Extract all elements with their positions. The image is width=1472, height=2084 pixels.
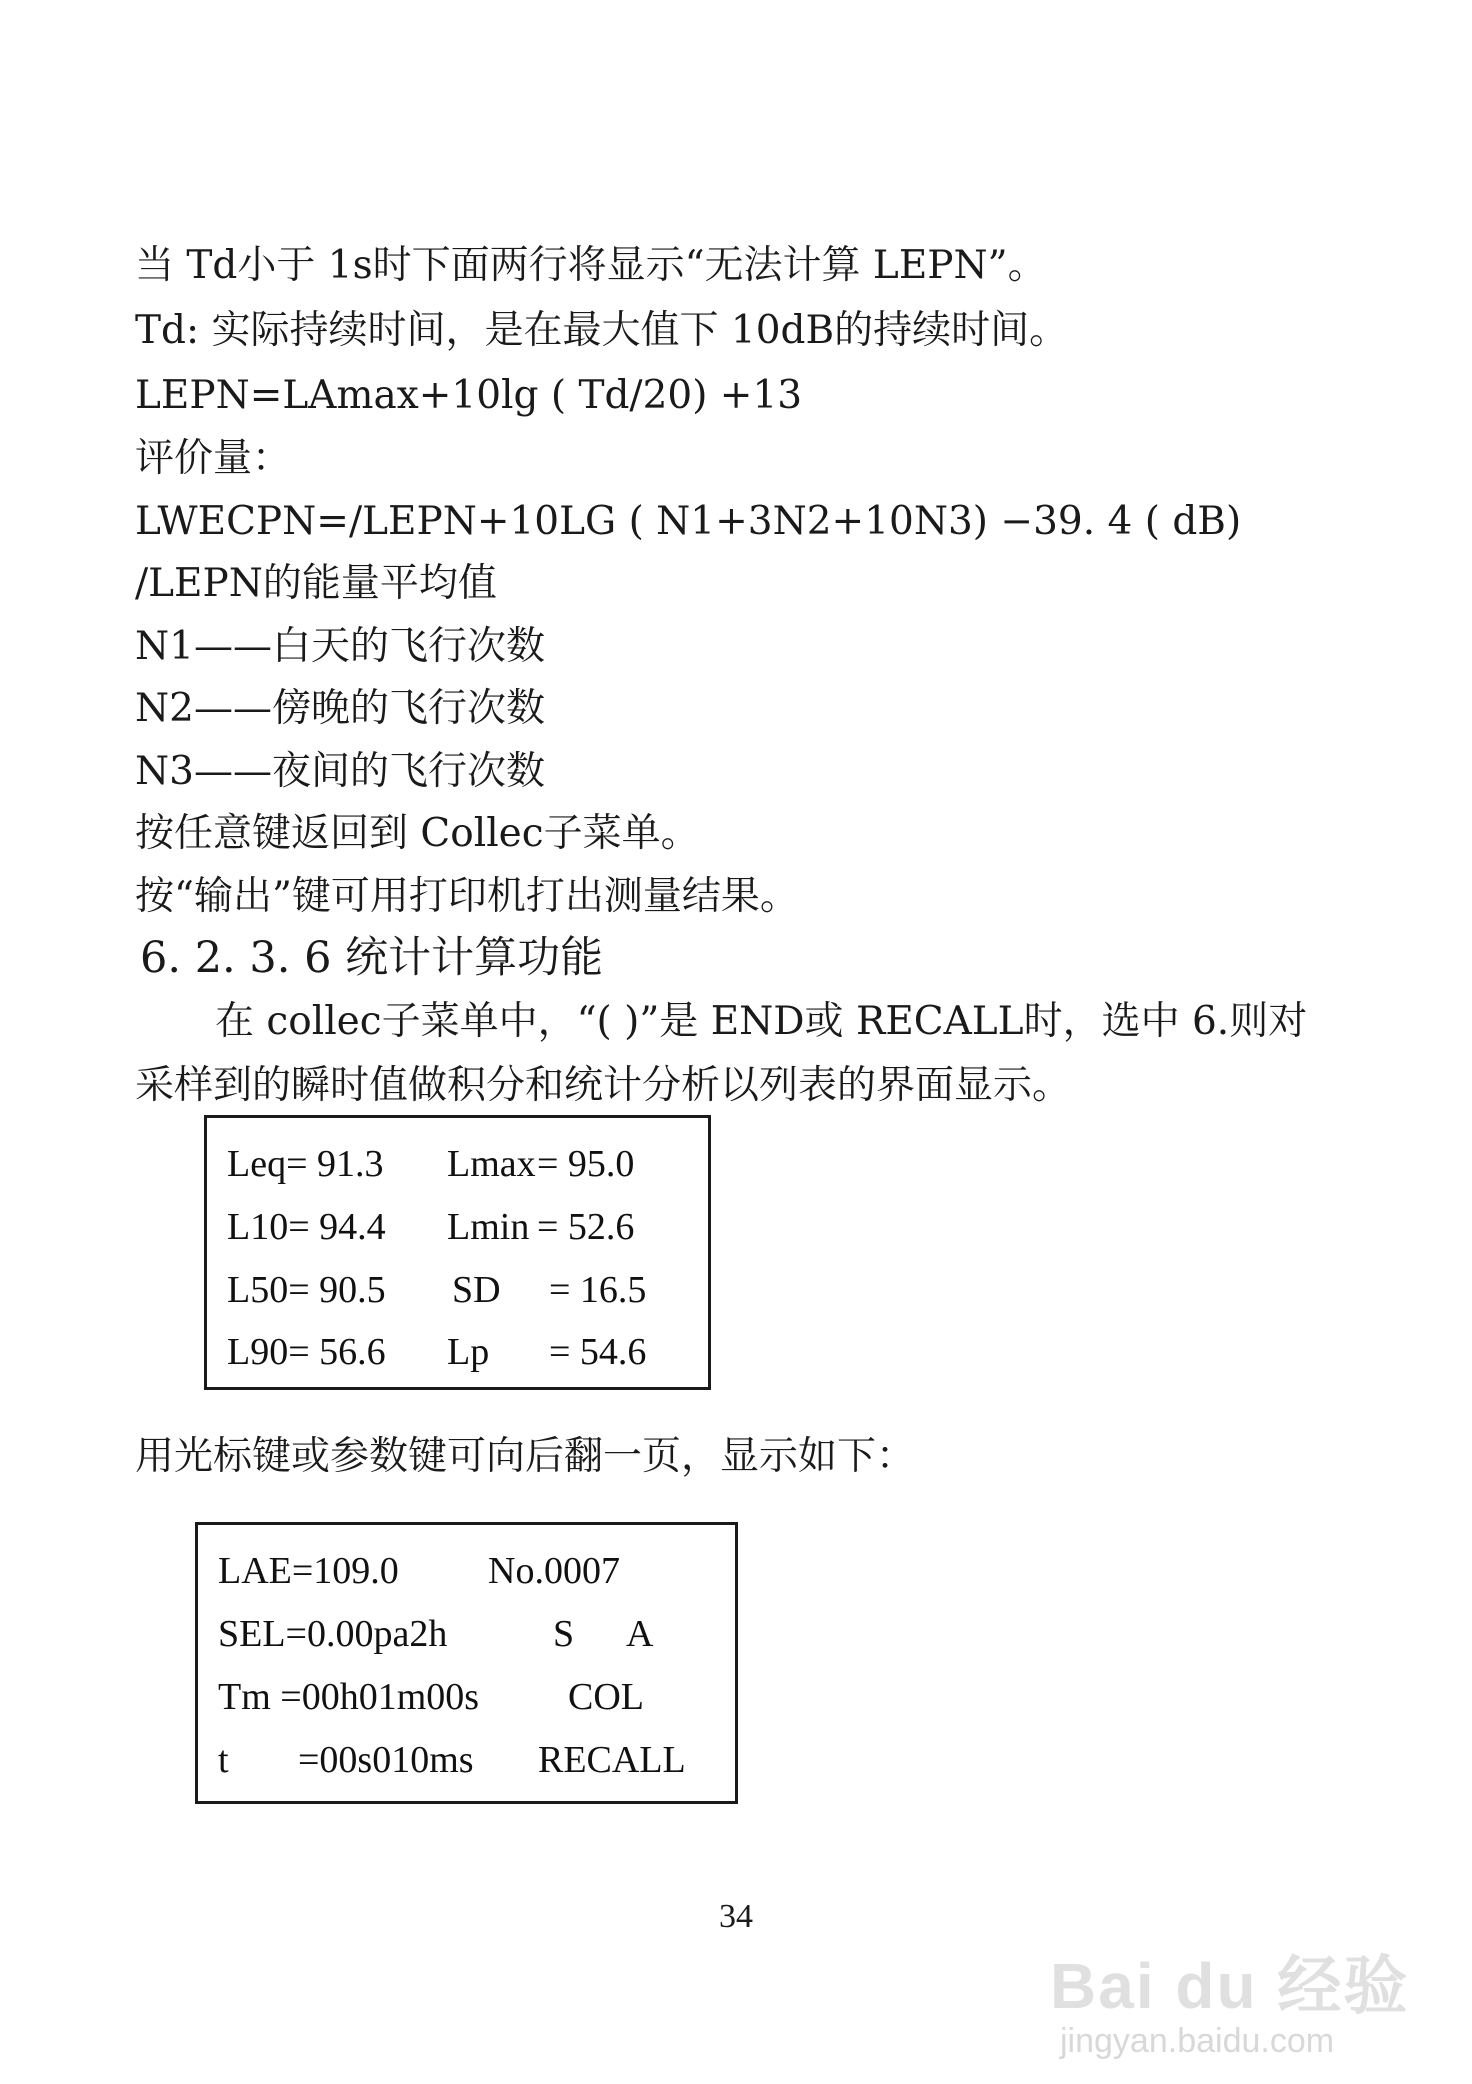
baidu-watermark-url: jingyan.baidu.com <box>1060 2022 1335 2060</box>
body-line-9: N3——夜间的飞行次数 <box>135 749 545 794</box>
body-line-11: 按“输出”键可用打印机打出测量结果。 <box>135 874 799 919</box>
body-line-6: /LEPN的能量平均值 <box>135 561 497 606</box>
lcd-screen-exposure <box>195 1522 738 1804</box>
stat-l90: L90= 56.6 <box>227 1331 386 1373</box>
body-line-1: 当 Td小于 1s时下面两行将显示“无法计算 LEPN”。 <box>135 243 1047 288</box>
stat-lmin-value: = 52.6 <box>537 1206 635 1248</box>
mode-recall: RECALL <box>538 1739 686 1781</box>
stat-sd-value: = 16.5 <box>549 1269 647 1311</box>
t-label: t <box>218 1739 229 1781</box>
t-value: =00s010ms <box>298 1739 474 1781</box>
stat-lmax-value: = 95.0 <box>537 1143 635 1185</box>
body-line-3: LEPN=LAmax+10lg ( Td/20) +13 <box>135 373 803 418</box>
page-number: 34 <box>719 1898 753 1935</box>
paragraph-line-2: 采样到的瞬时值做积分和统计分析以列表的界面显示。 <box>135 1063 1072 1108</box>
stat-l10: L10= 94.4 <box>227 1206 386 1248</box>
section-heading: 6. 2. 3. 6 统计计算功能 <box>140 933 604 983</box>
body-line-8: N2——傍晚的飞行次数 <box>135 686 545 731</box>
body-line-2: Td: 实际持续时间，是在最大值下 10dB的持续时间。 <box>135 308 1069 353</box>
time-weighting: S <box>553 1613 575 1655</box>
stat-leq: Leq= 91.3 <box>227 1143 384 1185</box>
page-turn-text: 用光标键或参数键可向后翻一页，显示如下： <box>135 1434 916 1479</box>
stat-lmin-label: Lmin <box>447 1206 530 1248</box>
stat-l50: L50= 90.5 <box>227 1269 386 1311</box>
body-line-4: 评价量： <box>135 436 292 481</box>
tm-value: Tm =00h01m00s <box>218 1676 480 1718</box>
body-line-5: LWECPN=/LEPN+10LG ( N1+3N2+10N3) −39. 4 ( dB) <box>135 499 1242 544</box>
lae-value: LAE=109.0 <box>218 1550 399 1592</box>
body-line-10: 按任意键返回到 Collec子菜单。 <box>135 811 700 856</box>
sel-value: SEL=0.00pa2h <box>218 1613 448 1655</box>
stat-lp-value: = 54.6 <box>549 1331 647 1373</box>
stat-lmax-label: Lmax <box>447 1143 536 1185</box>
freq-weighting: A <box>626 1613 654 1655</box>
mode-col: COL <box>568 1676 644 1718</box>
stat-sd-label: SD <box>452 1269 501 1311</box>
paragraph-line-1: 在 collec子菜单中，“( )”是 END或 RECALL时，选中 6.则对 <box>215 999 1308 1044</box>
lcd-screen-statistics <box>204 1115 711 1390</box>
body-line-7: N1——白天的飞行次数 <box>135 624 545 669</box>
baidu-watermark-logo: Bai du 经验 <box>1050 1950 1410 2022</box>
stat-lp-label: Lp <box>447 1331 490 1373</box>
record-number: No.0007 <box>488 1550 620 1592</box>
